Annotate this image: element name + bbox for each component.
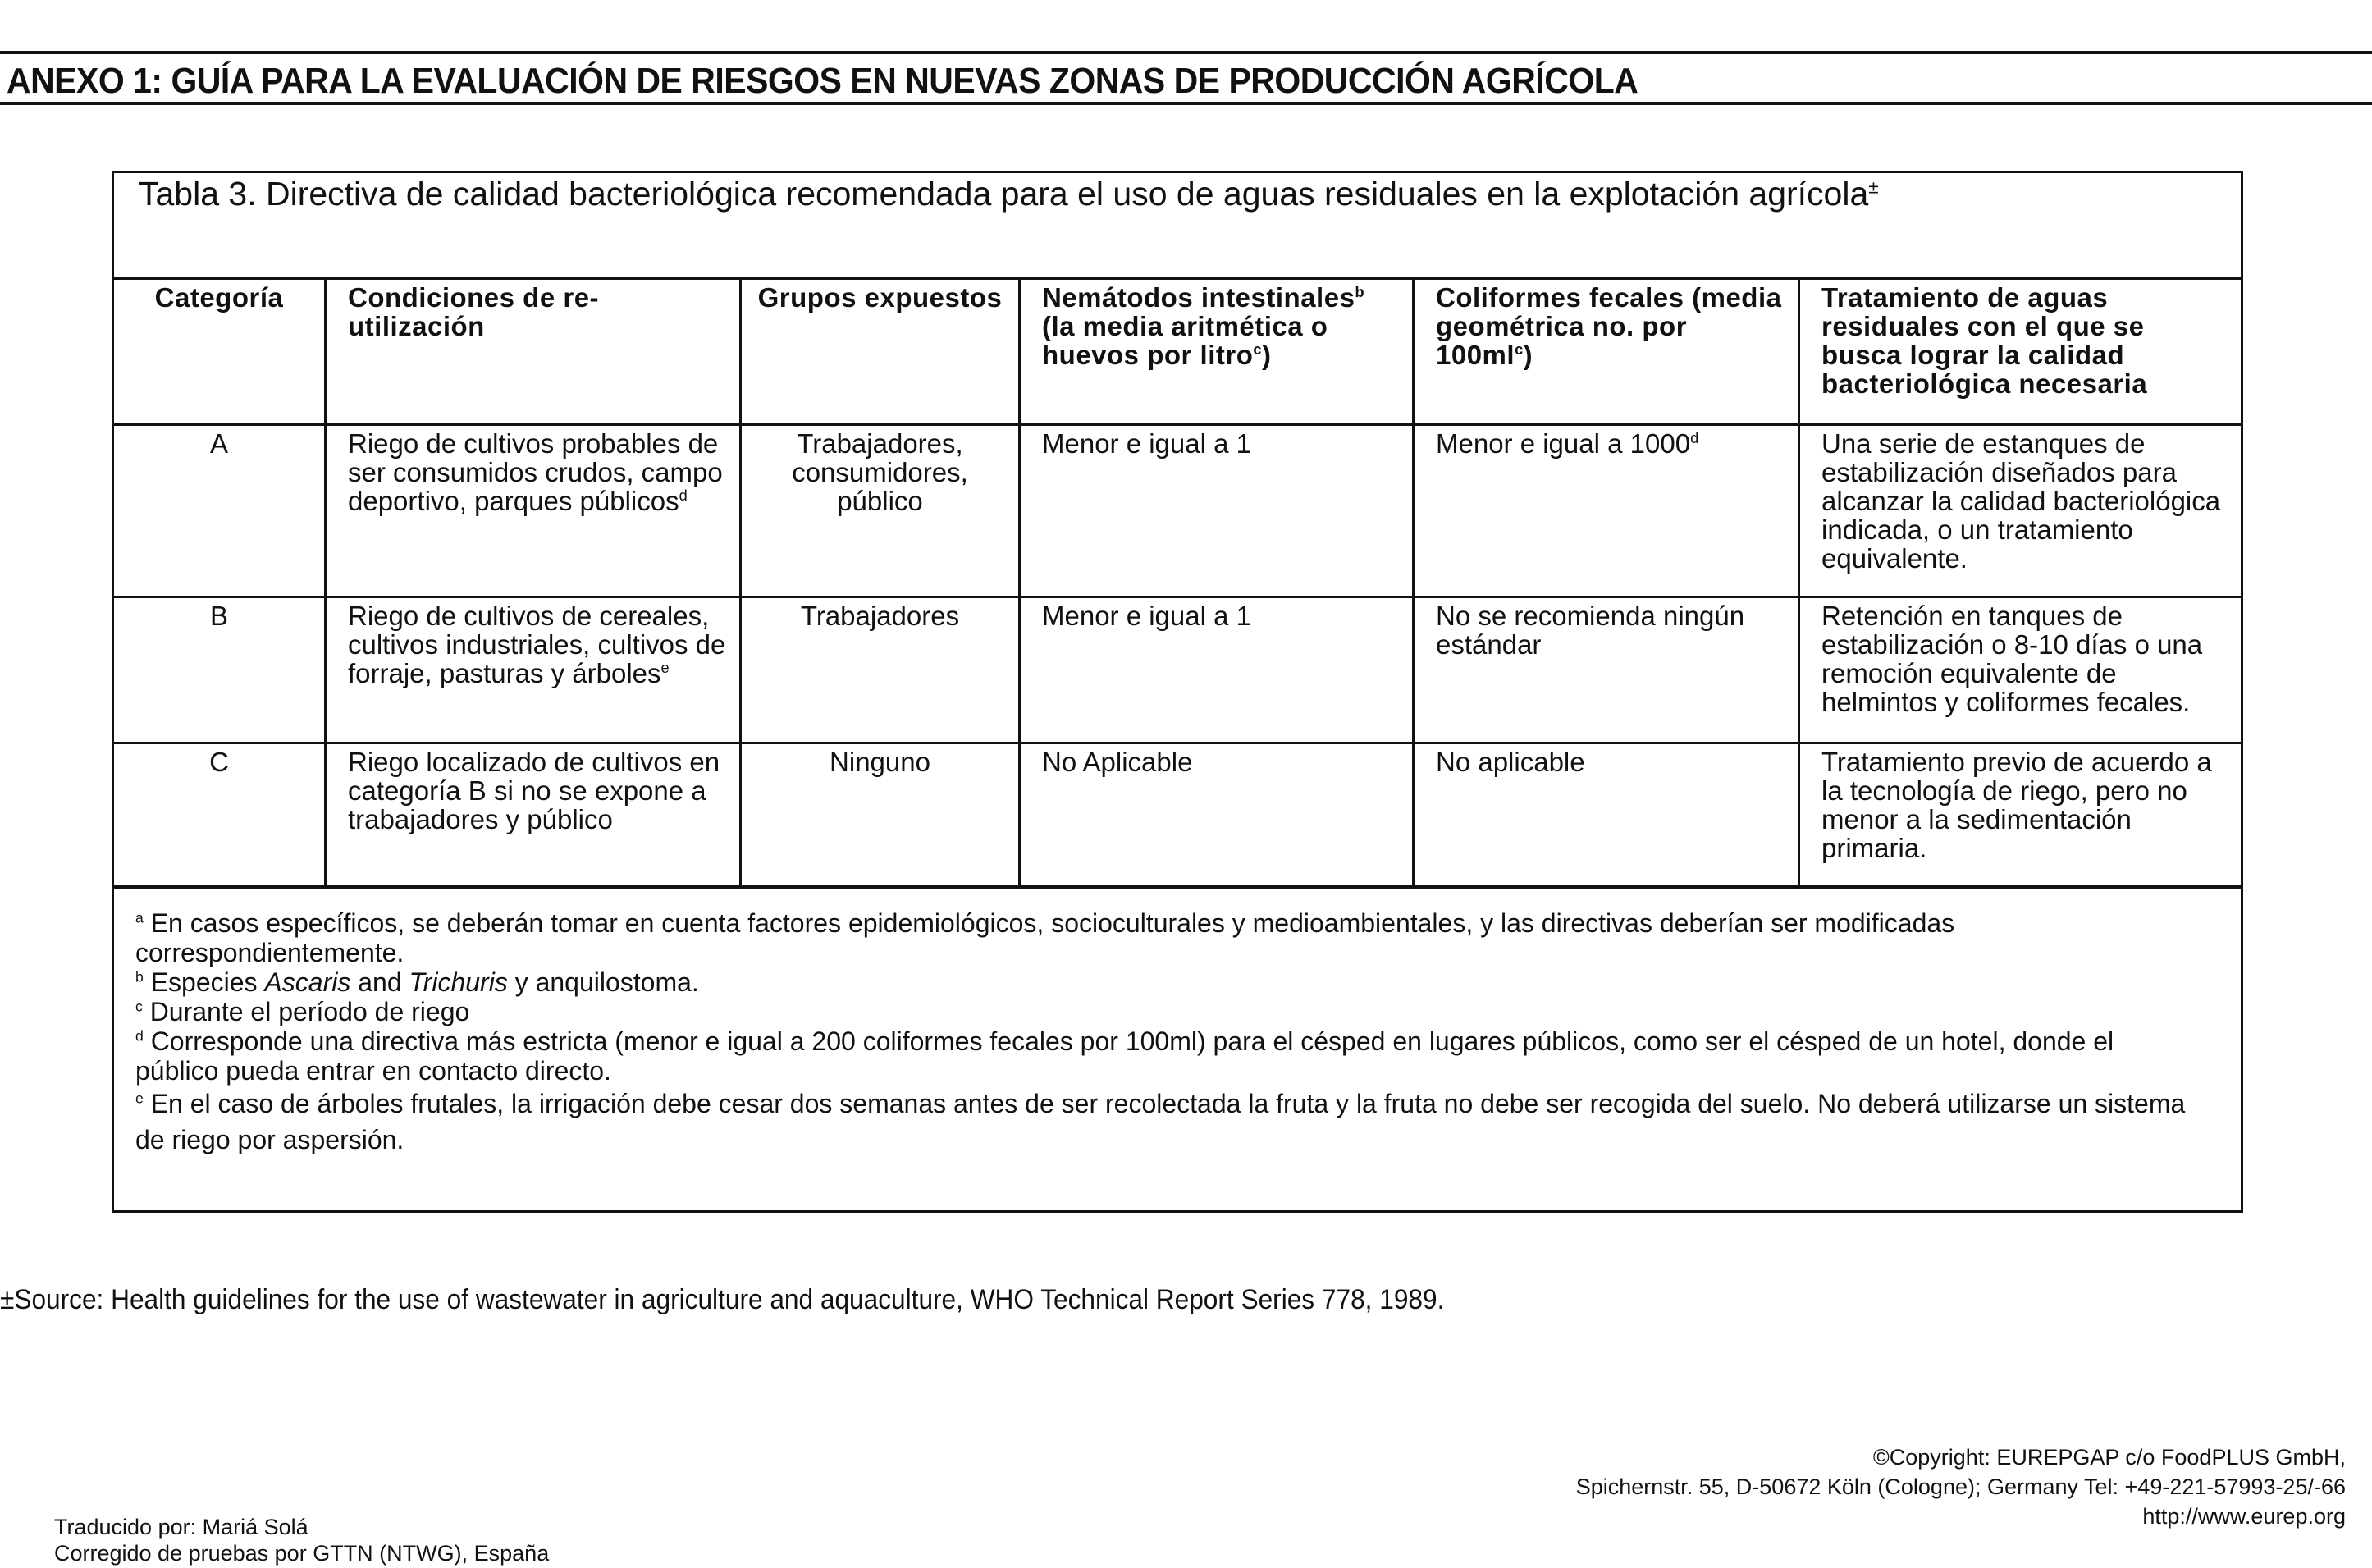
species-name: Trichuris bbox=[409, 967, 508, 997]
translator-credit: Traducido por: Mariá Solá bbox=[54, 1515, 308, 1539]
footnote-c bbox=[135, 997, 2203, 1026]
footnote-mark: e bbox=[135, 1090, 144, 1107]
footnote-mark: a bbox=[135, 909, 144, 926]
header-nematodos-text-2: (la media aritmética o huevos por litro bbox=[1042, 311, 1328, 370]
cell-condiciones-text: Riego de cultivos probables de ser consumidos crudos, campo deportivo, parques públicos bbox=[348, 428, 723, 516]
footnote-text: y anquilostoma. bbox=[507, 967, 699, 997]
footnote-text: Durante el período de riego bbox=[142, 997, 470, 1026]
footnote-ref: e bbox=[660, 660, 670, 676]
copyright-line: ©Copyright: EUREPGAP c/o FoodPLUS GmbH, bbox=[1872, 1445, 2346, 1470]
cell-coliformes: No aplicable bbox=[1412, 744, 1798, 885]
website-link[interactable]: http://www.eurep.org bbox=[2142, 1504, 2346, 1529]
footnote-a bbox=[135, 908, 2203, 967]
cell-grupos: Ninguno bbox=[739, 744, 1018, 885]
footnote-d bbox=[135, 1026, 2203, 1086]
header-categoria: Categoría bbox=[154, 282, 284, 313]
cell-grupos: Trabajadores, consumidores, público bbox=[739, 426, 1018, 596]
credits-block bbox=[54, 1514, 549, 1566]
cell-coliformes-text: Menor e igual a 1000 bbox=[1436, 428, 1691, 459]
copyright-block bbox=[1576, 1442, 2346, 1531]
footnote-e bbox=[135, 1086, 2203, 1158]
footnote-ref-c: c bbox=[1253, 341, 1262, 358]
footnote-text: En casos específicos, se deberán tomar en cuenta factores epidemiológicos, socioculturales y medioambientales, y las directivas deberían ser modificadas correspondientemente. bbox=[135, 908, 1955, 967]
footnote-text: Especies bbox=[143, 967, 265, 997]
cell-categoria: A bbox=[209, 428, 228, 459]
proofreader-credit: Corregido de pruebas por GTTN (NTWG), España bbox=[54, 1541, 550, 1566]
footnote-ref-b: b bbox=[1355, 284, 1365, 300]
cell-condiciones bbox=[324, 426, 739, 596]
table-row bbox=[114, 742, 2241, 885]
cell-coliformes bbox=[1412, 426, 1798, 596]
header-condiciones: Condiciones de re-utilización bbox=[324, 280, 739, 423]
cell-nematodos: No Aplicable bbox=[1018, 744, 1412, 885]
cell-categoria: B bbox=[209, 601, 228, 631]
table-grid bbox=[114, 277, 2241, 889]
header-grupos: Grupos expuestos bbox=[739, 280, 1018, 423]
cell-condiciones-text: Riego de cultivos de cereales, cultivos industriales, cultivos de forraje, pasturas y árboles bbox=[348, 601, 726, 688]
footnote-mark: c bbox=[135, 998, 143, 1015]
table-header-row bbox=[114, 280, 2241, 423]
cell-coliformes: No se recomienda ningún estándar bbox=[1412, 598, 1798, 742]
footnote-ref: d bbox=[679, 487, 688, 504]
cell-tratamiento: Tratamiento previo de acuerdo a la tecnología de riego, pero no menor a la sedimentación primaria. bbox=[1798, 744, 2241, 885]
footnote-mark: d bbox=[135, 1027, 144, 1045]
cell-nematodos: Menor e igual a 1 bbox=[1018, 426, 1412, 596]
annex-banner bbox=[0, 51, 2372, 105]
cell-categoria: C bbox=[209, 747, 229, 777]
footnote-text: Corresponde una directiva más estricta (menor e igual a 200 coliformes fecales por 100ml) para el césped en lugares públicos, como ser el césped de un hotel, donde el público pueda entrar en contacto directo. bbox=[135, 1026, 2114, 1086]
table-caption bbox=[139, 173, 2223, 279]
footnote-mark: b bbox=[135, 968, 144, 985]
cell-grupos: Trabajadores bbox=[739, 598, 1018, 742]
header-nematodos-text-3: ) bbox=[1261, 340, 1272, 370]
footnote-b bbox=[135, 967, 2203, 997]
header-coliformes-text-2: ) bbox=[1523, 340, 1533, 370]
footnote-text: En el caso de árboles frutales, la irrigación debe cesar dos semanas antes de ser recolectada la fruta y la fruta no debe ser recogida del suelo. No deberá utilizarse un sistema de riego por aspersión. bbox=[135, 1089, 2186, 1154]
table-row bbox=[114, 596, 2241, 742]
header-coliformes-text: Coliformes fecales (media geométrica no. por 100ml bbox=[1436, 282, 1782, 370]
cell-nematodos: Menor e igual a 1 bbox=[1018, 598, 1412, 742]
cell-tratamiento: Una serie de estanques de estabilización diseñados para alcanzar la calidad bacteriológica indicada, o un tratamiento equivalente. bbox=[1798, 426, 2241, 596]
source-citation: ±Source: Health guidelines for the use of wastewater in agriculture and aquaculture, WHO Technical Report Series 778, 1989. bbox=[0, 1284, 1445, 1315]
header-coliformes bbox=[1412, 280, 1798, 423]
guidelines-table bbox=[112, 171, 2243, 1213]
table-row bbox=[114, 423, 2241, 596]
header-nematodos bbox=[1018, 280, 1412, 423]
address-line: Spichernstr. 55, D-50672 Köln (Cologne); Germany Tel: +49-221-57993-25/-66 bbox=[1575, 1474, 2346, 1499]
table-footnotes bbox=[135, 908, 2203, 1158]
cell-condiciones bbox=[324, 598, 739, 742]
footnote-ref-c: c bbox=[1515, 341, 1524, 358]
caption-footnote-mark: ± bbox=[1868, 176, 1879, 198]
table-caption-text: Tabla 3. Directiva de calidad bacteriológica recomendada para el uso de aguas residuales en la explotación agrícola bbox=[139, 175, 1869, 213]
header-tratamiento: Tratamiento de aguas residuales con el que se busca lograr la calidad bacteriológica necesaria bbox=[1798, 280, 2241, 423]
header-nematodos-text: Nemátodos intestinales bbox=[1042, 282, 1355, 313]
species-name: Ascaris bbox=[264, 967, 351, 997]
cell-condiciones: Riego localizado de cultivos en categoría B si no se expone a trabajadores y público bbox=[324, 744, 739, 885]
cell-tratamiento: Retención en tanques de estabilización o 8-10 días o una remoción equivalente de helmintos y coliformes fecales. bbox=[1798, 598, 2241, 742]
footnote-text: and bbox=[350, 967, 409, 997]
footnote-ref: d bbox=[1690, 430, 1699, 446]
annex-title: ANEXO 1: GUÍA PARA LA EVALUACIÓN DE RIESGOS EN NUEVAS ZONAS DE PRODUCCIÓN AGRÍCOLA bbox=[7, 61, 1638, 101]
